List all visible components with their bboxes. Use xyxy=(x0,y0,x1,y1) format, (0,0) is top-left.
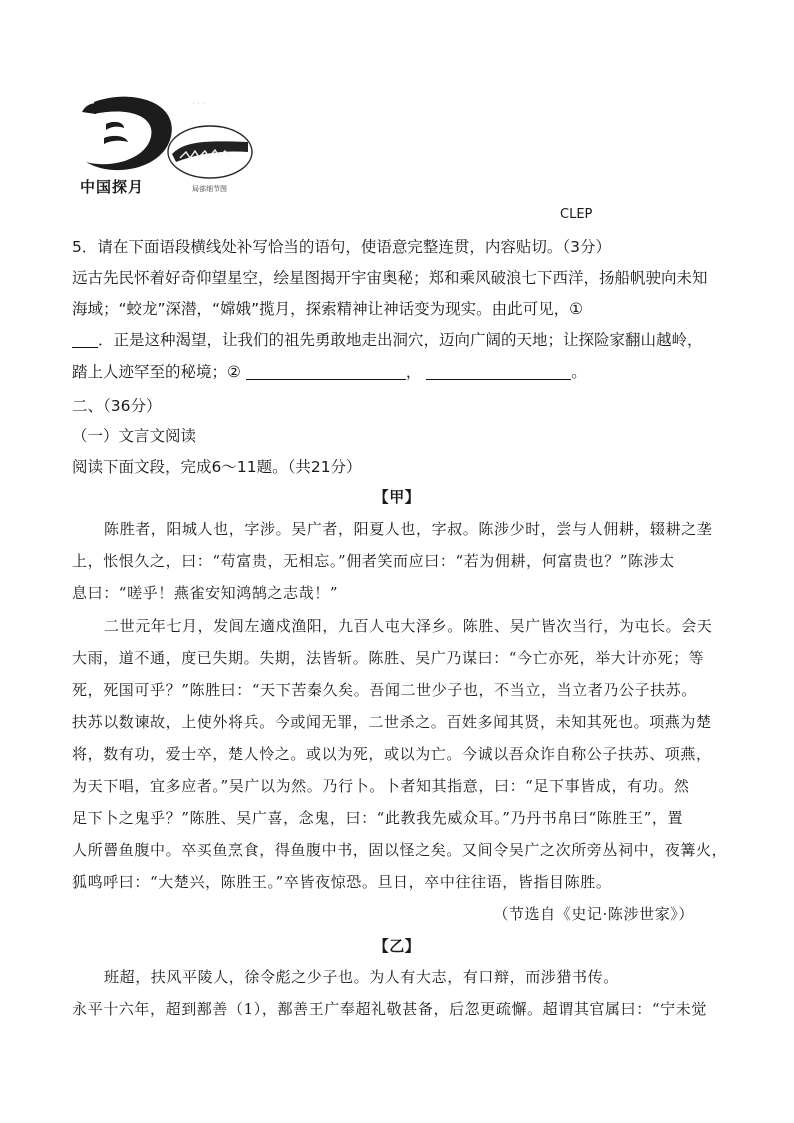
passage-jia-line: 足下卜之鬼乎？”陈胜、吴广喜，念鬼，曰：“此教我先威众耳。”乃丹书帛曰“陈胜王”，置 xyxy=(72,809,684,827)
passage-yi-heading: 【乙】 xyxy=(373,937,421,955)
passage-jia-line: 人所罾鱼腹中。卒买鱼烹食，得鱼腹中书，固以怪之矣。又间令吴广之次所旁丛祠中，夜篝火， xyxy=(72,841,728,859)
passage-jia-line: 死，死国可乎？”陈胜曰：“天下苦秦久矣。吾闻二世少子也，不当立，当立者乃公子扶苏。 xyxy=(72,681,697,699)
passage-jia-line: 二世元年七月，发闾左適戍渔阳，九百人屯大泽乡。陈胜、吴广皆次当行，为屯长。会天 xyxy=(104,617,713,635)
passage-jia-heading: 【甲】 xyxy=(373,488,421,506)
lunar-emblem-icon xyxy=(72,92,262,182)
passage-yi-line: 永平十六年，超到鄯善（1），鄯善王广奉超礼敬甚备，后忽更疏懈。超谓其官属曰：“宁未觉 xyxy=(72,1000,707,1018)
logo-brand-text: 中国探月 xyxy=(80,178,145,196)
reading-instruction: 阅读下面文段，完成6～11题。（共21分） xyxy=(72,458,362,476)
passage-jia-line: 狐鸣呼曰：“大楚兴，陈胜王。”卒皆夜惊恐。旦日，卒中往往语，皆指目陈胜。 xyxy=(72,873,612,891)
question-5-line-4 xyxy=(72,362,722,382)
passage-jia-line: 上，怅恨久之，曰：“苟富贵，无相忘。”佣者笑而应曰：“若为佣耕，何富贵也？”陈涉太 xyxy=(72,552,675,570)
section-2-heading: 二、（36分） xyxy=(72,397,162,415)
clep-label: CLEP xyxy=(560,207,593,222)
answer-blank-2[interactable] xyxy=(246,363,406,380)
question-5-line-3-text: ．正是这种渴望，让我们的祖先勇敢地走出洞穴，迈向广阔的天地；让探险家翻山越岭， xyxy=(98,331,703,349)
lunar-logo xyxy=(72,92,262,204)
passage-yi-line: 班超，扶风平陵人，徐令彪之少子也。为人有大志，有口辩，而涉猎书传。 xyxy=(104,968,619,986)
question-5-line-2: 海域；“蛟龙”深潜，“嫦娥”揽月，探索精神让神话变为现实。由此可见，① xyxy=(72,300,584,318)
svg-text:· · ·: · · · xyxy=(192,99,205,108)
question-5-prompt: 5．请在下面语段横线处补写恰当的语句，使语意完整连贯，内容贴切。（3分） xyxy=(72,238,611,256)
question-5-line-3 xyxy=(72,330,722,350)
passage-jia-source: （节选自《史记·陈涉世家》） xyxy=(493,905,694,923)
answer-blank-1[interactable] xyxy=(72,331,98,348)
passage-jia-line: 息曰：“嗟乎！燕雀安知鸿鹄之志哉！” xyxy=(72,584,339,602)
passage-jia-line: 将，数有功，爱士卒，楚人怜之。或以为死，或以为亡。今诚以吾众诈自称公子扶苏、项燕， xyxy=(72,745,712,763)
answer-blank-3[interactable] xyxy=(426,363,571,380)
period: 。 xyxy=(571,363,587,381)
passage-jia-line: 大雨，道不通，度已失期。失期，法皆斩。陈胜、吴广乃谋曰：“今亡亦死，举大计亦死；等 xyxy=(72,649,705,667)
logo-caption: 局部细节图 xyxy=(192,185,227,193)
passage-jia-line: 为天下唱，宜多应者。”吴广以为然。乃行卜。卜者知其指意，曰：“足下事皆成，有功。然 xyxy=(72,777,690,795)
subsection-classical-reading: （一）文言文阅读 xyxy=(72,427,197,445)
comma: ， xyxy=(405,363,422,381)
passage-jia-line: 扶苏以数谏故，上使外将兵。今或闻无罪，二世杀之。百姓多闻其贤，未知其死也。项燕为楚 xyxy=(72,713,712,731)
passage-jia-line: 陈胜者，阳城人也，字涉。吴广者，阳夏人也，字叔。陈涉少时，尝与人佣耕，辍耕之垄 xyxy=(104,520,713,538)
question-5-line-4-text: 踏上人迹罕至的秘境；② xyxy=(72,363,241,381)
question-5-line-1: 远古先民怀着好奇仰望星空，绘星图揭开宇宙奥秘；郑和乘风破浪七下西洋，扬船帆驶向未知 xyxy=(72,269,708,287)
